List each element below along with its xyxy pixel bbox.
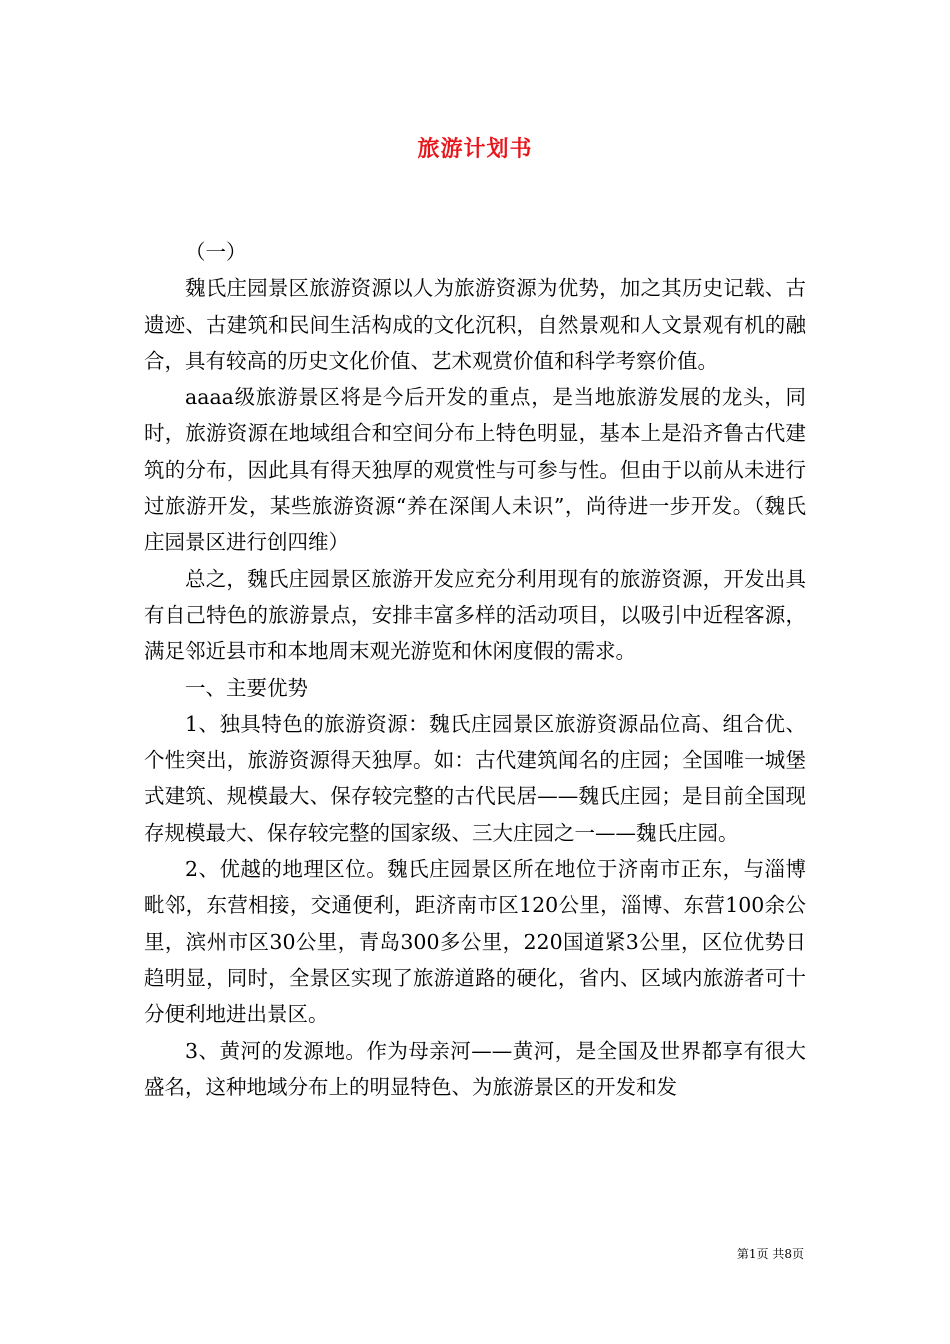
paragraph-intro: 魏氏庄园景区旅游资源以人为旅游资源为优势，加之其历史记载、古遗迹、古建筑和民间生活构成的文化沉积，自然景观和人文景观有机的融合，具有较高的历史文化价值、艺术观赏价值和科学考察价值。: [144, 276, 806, 373]
paragraph-section-marker: （一）: [185, 240, 247, 264]
page-title: 旅游计划书: [417, 136, 533, 162]
page-number: 第1页 共8页: [736, 1247, 804, 1261]
paragraph-advantage-1: 1、独具特色的旅游资源：魏氏庄园景区旅游资源品位高、组合优、个性突出，旅游资源得天独厚。如：古代建筑闻名的庄园；全国唯一城堡式建筑、规模最大、保存较完整的古代民居——魏氏庄园；是目前全国现存规模最大、保存较完整的国家级、三大庄园之一——魏氏庄园。: [144, 711, 806, 845]
paragraph-aaaa-scenic: aaaa级旅游景区将是今后开发的重点，是当地旅游发展的龙头，同时，旅游资源在地域组合和空间分布上特色明显，基本上是沿齐鲁古代建筑的分布，因此具有得天独厚的观赏性与可参与性。但由于以前从未进行过旅游开发，某些旅游资源“养在深闺人未识”，尚待进一步开发。（魏氏庄园景区进行创四维）: [144, 385, 806, 555]
document-body: [144, 234, 806, 1105]
paragraph-advantage-2: 2、优越的地理区位。魏氏庄园景区所在地位于济南市正东，与淄博毗邻，东营相接，交通便利，距济南市区120公里，淄博、东营100余公里，滨州市区30公里，青岛300多公里，220国道紧3公里，区位优势日趋明显，同时，全景区实现了旅游道路的硬化，省内、区域内旅游者可十分便利地进出景区。: [144, 857, 806, 1027]
heading-main-advantages: 一、主要优势: [185, 675, 308, 700]
paragraph-advantage-3: 3、黄河的发源地。作为母亲河——黄河，是全国及世界都享有很大盛名，这种地域分布上的明显特色、为旅游景区的开发和发: [144, 1038, 806, 1099]
paragraph-summary: 总之，魏氏庄园景区旅游开发应充分利用现有的旅游资源，开发出具有自己特色的旅游景点，安排丰富多样的活动项目，以吸引中近程客源，满足邻近县市和本地周末观光游览和休闲度假的需求。: [144, 566, 806, 664]
